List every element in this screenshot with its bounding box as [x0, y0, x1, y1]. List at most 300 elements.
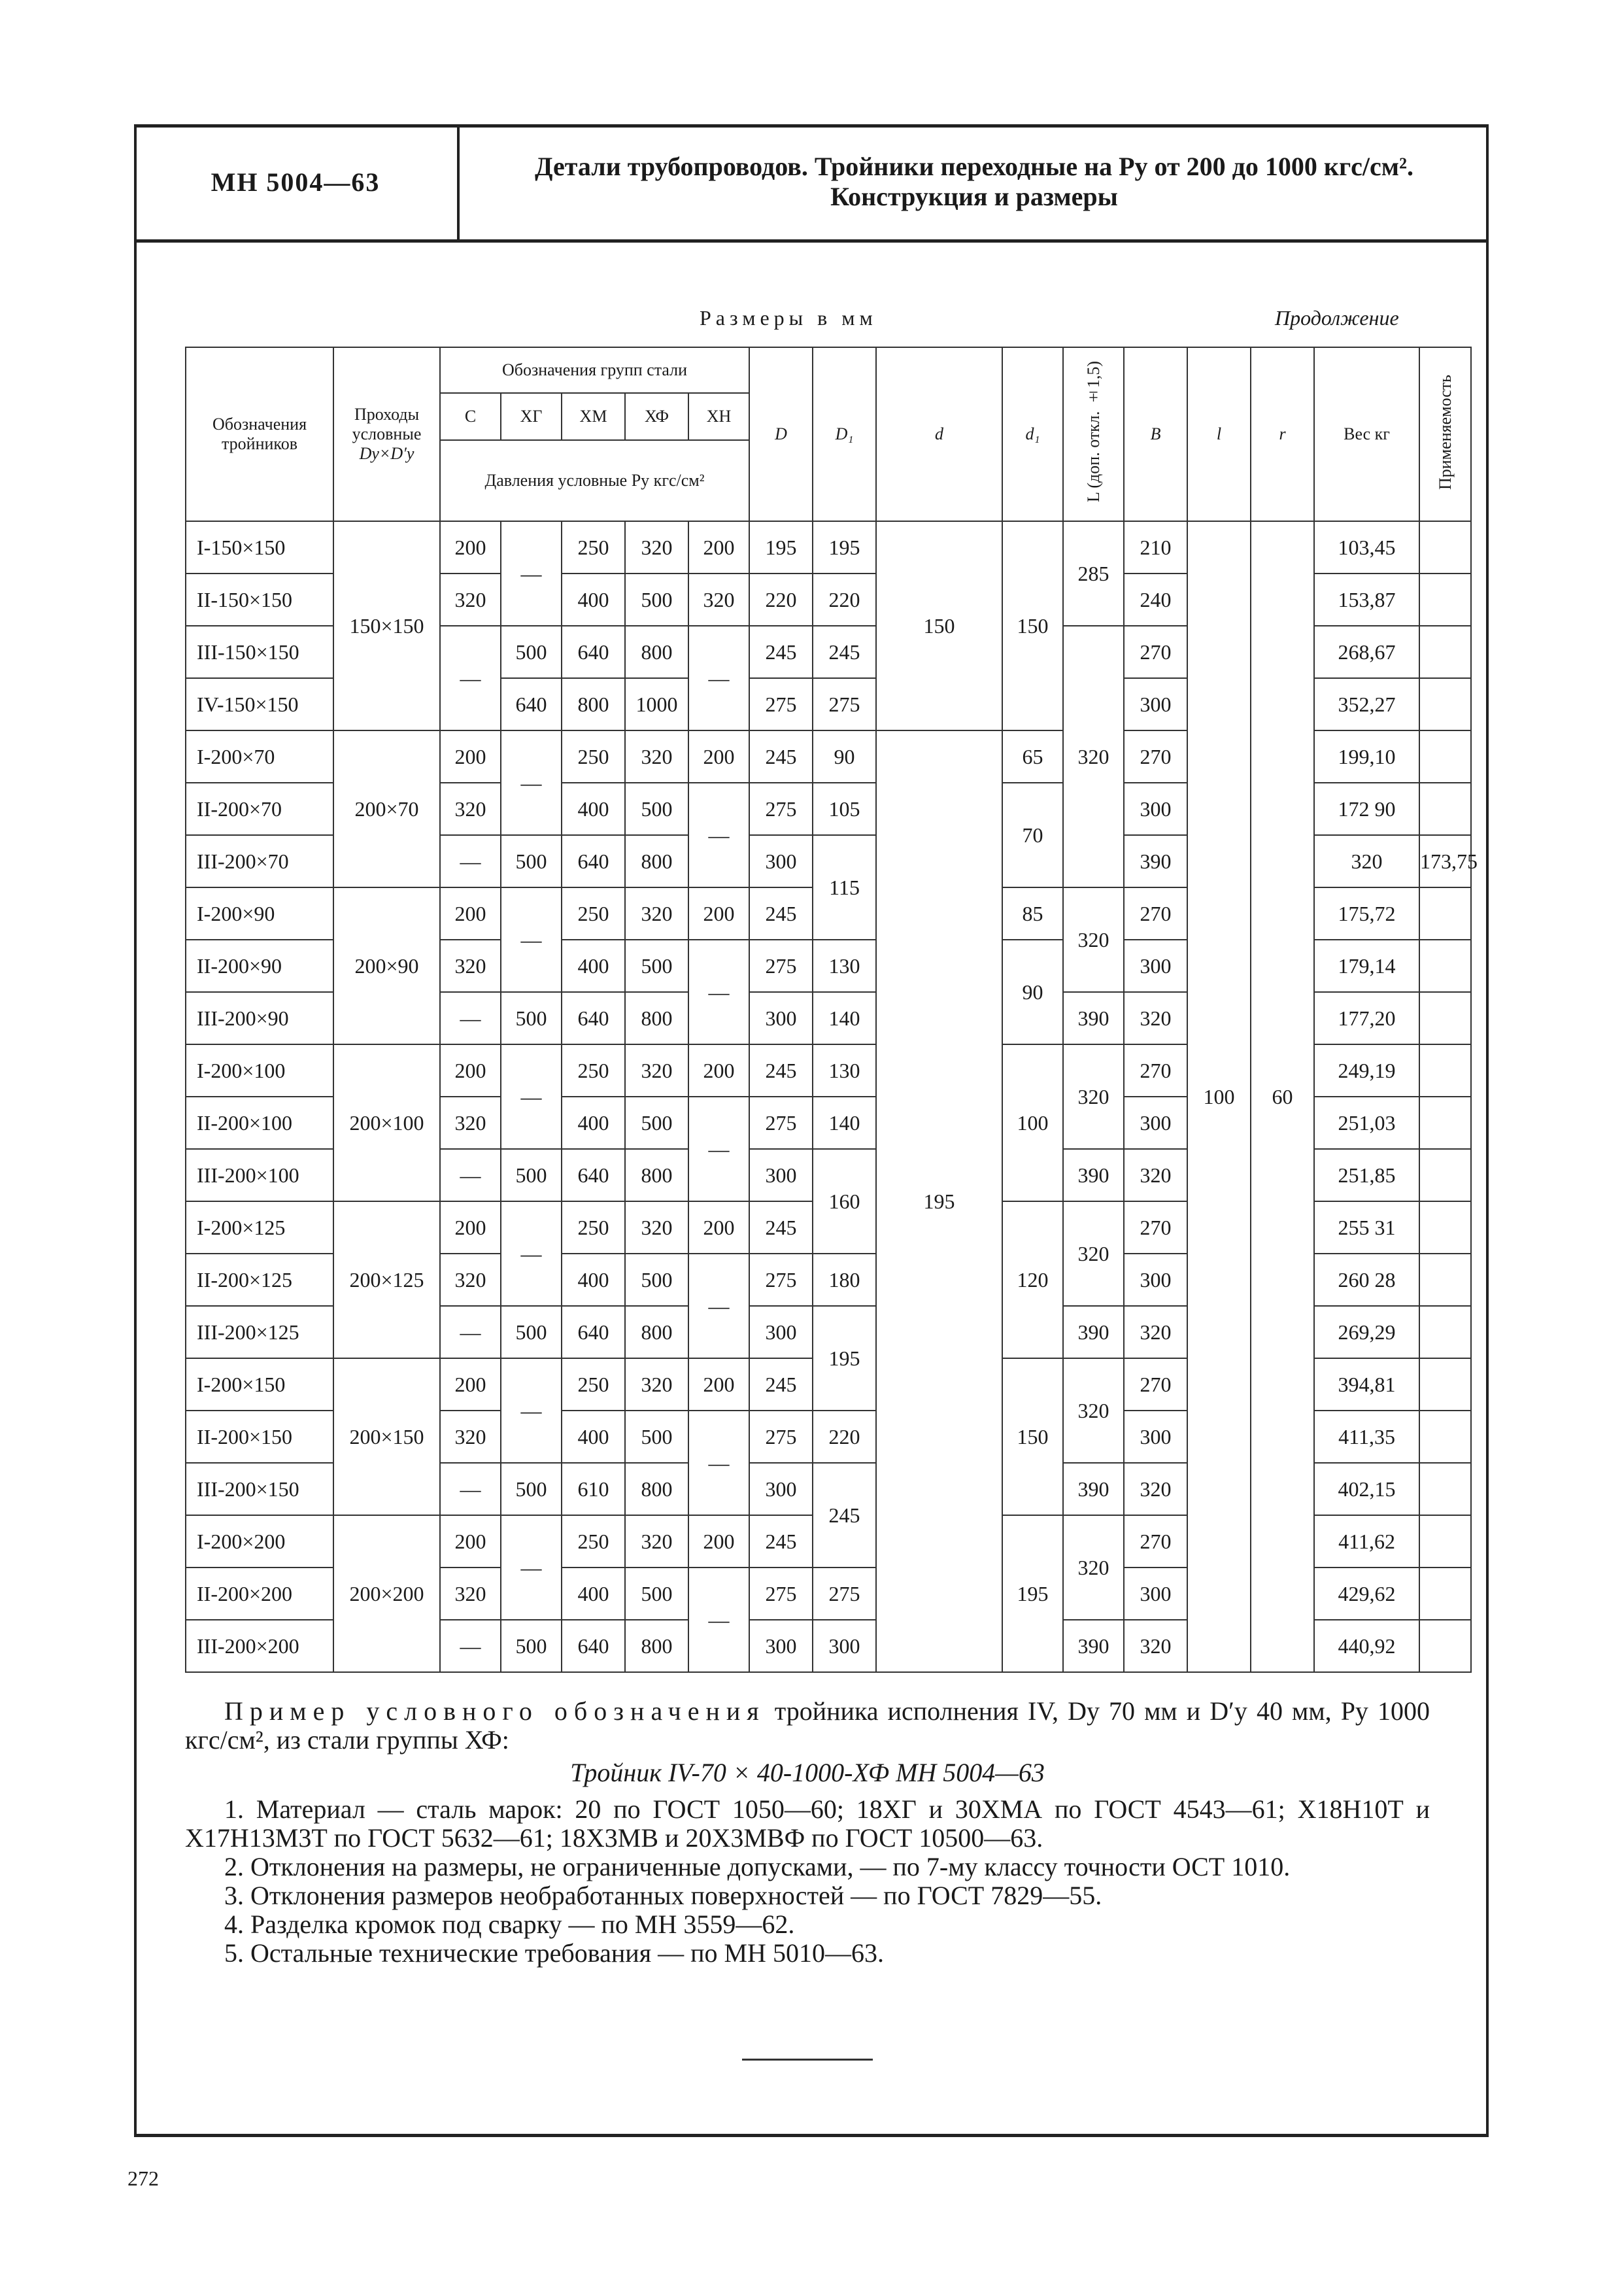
table-cell: 300 [1124, 940, 1187, 992]
table-cell: 200 [688, 1515, 749, 1568]
table-cell: 200 [688, 1044, 749, 1097]
table-cell [1419, 1097, 1471, 1149]
tee-designation: I-200×90 [186, 887, 333, 940]
table-cell: 320 [440, 1411, 501, 1463]
table-cell: 400 [562, 783, 625, 835]
table-cell: 320 [1063, 626, 1124, 887]
header-d1: d₁ [1002, 347, 1063, 521]
header-L-text: L (доп. откл. ±1,5) [1083, 361, 1103, 503]
table-cell: 500 [625, 574, 688, 626]
table-cell: 800 [625, 1149, 688, 1201]
example-intro [185, 1697, 1430, 1755]
table-cell: 275 [749, 678, 813, 730]
table-cell: 300 [1124, 1254, 1187, 1306]
table-cell: 390 [1063, 1149, 1124, 1201]
table-cell: 103,45 [1314, 521, 1419, 574]
table-cell: 240 [1124, 574, 1187, 626]
table-cell [1419, 1044, 1471, 1097]
standard-code: МН 5004—63 [134, 124, 460, 239]
table-cell: 400 [562, 1254, 625, 1306]
header-weight: Вес кг [1314, 347, 1419, 521]
header-r: r [1251, 347, 1314, 521]
table-cell: 275 [813, 678, 876, 730]
header-passages-label: Проходы условные [352, 405, 422, 443]
example-rest: тройника исполнения IV, Dу 70 мм и D′у 40 мм, Pу 1000 кгс/см², из стали группы ХФ: [185, 1696, 1430, 1755]
table-cell: 320 [440, 940, 501, 992]
table-cell: — [440, 1620, 501, 1672]
table-cell: 200 [440, 1358, 501, 1411]
tee-designation: III-200×200 [186, 1620, 333, 1672]
table-cell: 200 [440, 1044, 501, 1097]
table-cell: 250 [562, 730, 625, 783]
table-cell: 640 [562, 835, 625, 887]
continuation-caption: Продолжение [1275, 306, 1399, 330]
table-cell: 500 [501, 1620, 562, 1672]
table-cell: 500 [501, 992, 562, 1044]
table-cell: 285 [1063, 521, 1124, 626]
tee-designation: I-200×70 [186, 730, 333, 783]
note-item: 5. Остальные технические требования — по МН 5010—63. [224, 1938, 884, 1968]
table-cell: 268,67 [1314, 626, 1419, 678]
table-cell: 245 [813, 1463, 876, 1568]
table-cell: 200 [688, 1358, 749, 1411]
table-cell: — [440, 1463, 501, 1515]
tee-designation: III-150×150 [186, 626, 333, 678]
table-cell: 70 [1002, 783, 1063, 887]
table-cell: 640 [562, 626, 625, 678]
passage-cell: 200×90 [333, 887, 440, 1044]
table-cell: 320 [1314, 835, 1419, 887]
table-cell: 300 [749, 1149, 813, 1201]
table-cell: 270 [1124, 1044, 1187, 1097]
note-item: 2. Отклонения на размеры, не ограниченные допусками, — по 7-му классу точности ОСТ 1010. [224, 1852, 1291, 1881]
table-cell: — [440, 992, 501, 1044]
tee-designation: II-200×200 [186, 1568, 333, 1620]
table-cell: — [440, 1149, 501, 1201]
table-cell [1419, 1306, 1471, 1358]
title-line-2: Конструкция и размеры [830, 182, 1118, 211]
table-cell: 160 [813, 1149, 876, 1254]
end-divider [742, 2059, 873, 2061]
table-cell: 300 [1124, 1568, 1187, 1620]
notes-section [185, 1697, 1430, 1968]
table-cell: 199,10 [1314, 730, 1419, 783]
passage-cell: 150×150 [333, 521, 440, 730]
table-cell [1419, 1568, 1471, 1620]
table-cell: 400 [562, 940, 625, 992]
table-cell: 275 [749, 1568, 813, 1620]
table-cell [1419, 521, 1471, 574]
table-cell: — [440, 626, 501, 730]
table-cell: 320 [440, 1097, 501, 1149]
table-cell: — [501, 1044, 562, 1149]
table-cell: 320 [625, 1044, 688, 1097]
table-cell: 100 [1002, 1044, 1063, 1201]
table-cell: 275 [749, 1254, 813, 1306]
header-designation: Обозначения тройников [186, 347, 333, 521]
table-cell: 610 [562, 1463, 625, 1515]
table-cell: 500 [625, 783, 688, 835]
table-cell: 320 [1063, 1201, 1124, 1306]
table-cell: 275 [749, 1097, 813, 1149]
table-cell: 411,35 [1314, 1411, 1419, 1463]
table-cell: 300 [1124, 783, 1187, 835]
table-cell: 150 [1002, 521, 1063, 730]
table-cell: 245 [749, 1201, 813, 1254]
table-cell [1419, 1515, 1471, 1568]
table-cell: 300 [813, 1620, 876, 1672]
table-cell: 320 [440, 1568, 501, 1620]
table-cell: 251,03 [1314, 1097, 1419, 1149]
table-cell: 390 [1063, 1620, 1124, 1672]
tee-designation: I-200×125 [186, 1201, 333, 1254]
table-cell: 800 [562, 678, 625, 730]
table-cell: 320 [625, 1201, 688, 1254]
table-cell: 402,15 [1314, 1463, 1419, 1515]
table-cell: 250 [562, 1358, 625, 1411]
table-cell: 250 [562, 1044, 625, 1097]
tee-designation: III-200×70 [186, 835, 333, 887]
page-number: 272 [127, 2167, 159, 2190]
table-cell: 320 [1124, 1149, 1187, 1201]
note-item: 1. Материал — сталь марок: 20 по ГОСТ 1050—60; 18ХГ и 30ХМА по ГОСТ 4543—61; Х18Н10Т и Х17Н13М3Т по ГОСТ 5632—61; 18Х3МВ и 20Х3МВФ по ГОСТ 10500—63. [185, 1794, 1430, 1853]
table-cell: 320 [625, 521, 688, 574]
tee-designation: I-200×100 [186, 1044, 333, 1097]
table-cell: — [501, 1515, 562, 1620]
table-cell: 200 [688, 521, 749, 574]
example-designation: Тройник IV-70 × 40-1000-ХФ МН 5004—63 [570, 1758, 1045, 1787]
table-cell: 180 [813, 1254, 876, 1306]
passage-cell: 200×70 [333, 730, 440, 887]
note-item: 3. Отклонения размеров необработанных поверхностей — по ГОСТ 7829—55. [224, 1881, 1102, 1910]
table-cell: 270 [1124, 887, 1187, 940]
table-cell: 245 [749, 626, 813, 678]
table-cell: 250 [562, 1201, 625, 1254]
tee-designation: I-150×150 [186, 521, 333, 574]
table-cell: 800 [625, 835, 688, 887]
table-cell: 320 [1124, 1306, 1187, 1358]
header-D: D [749, 347, 813, 521]
table-cell: 270 [1124, 1515, 1187, 1568]
table-cell: 175,72 [1314, 887, 1419, 940]
table-cell: 173,75 [1419, 835, 1471, 887]
table-cell: 640 [562, 1620, 625, 1672]
table-cell: 245 [749, 730, 813, 783]
tee-designation: III-200×125 [186, 1306, 333, 1358]
table-cell: 200 [440, 730, 501, 783]
table-cell: 172 90 [1314, 783, 1419, 835]
header-D1: D₁ [813, 347, 876, 521]
header-passages-formula: Dу×D′у [359, 444, 414, 463]
table-cell: 320 [440, 1254, 501, 1306]
table-cell: 245 [749, 1044, 813, 1097]
table-cell [1419, 678, 1471, 730]
header-B: B [1124, 347, 1187, 521]
table-cell: 200 [440, 1515, 501, 1568]
document-header [134, 124, 1489, 239]
table-cell: 300 [1124, 1097, 1187, 1149]
table-cell: 429,62 [1314, 1568, 1419, 1620]
table-cell: — [688, 1568, 749, 1672]
title-line-1: Детали трубопроводов. Тройники переходные на Pу от 200 до 1000 кгс/см². [535, 152, 1413, 181]
tee-designation: III-200×150 [186, 1463, 333, 1515]
table-cell: 320 [1124, 1620, 1187, 1672]
table-cell: 640 [501, 678, 562, 730]
table-cell: 500 [501, 1149, 562, 1201]
table-cell: — [501, 887, 562, 992]
dimensions-table [185, 347, 1478, 1673]
note-item: 4. Разделка кромок под сварку — по МН 3559—62. [224, 1910, 795, 1939]
table-cell: 320 [1063, 1515, 1124, 1620]
table-cell: 411,62 [1314, 1515, 1419, 1568]
table-cell: 245 [749, 887, 813, 940]
table-cell: — [440, 835, 501, 887]
table-cell [1419, 1463, 1471, 1515]
table-cell: 320 [625, 1358, 688, 1411]
table-cell: 270 [1124, 1201, 1187, 1254]
table-cell: 300 [749, 835, 813, 887]
document-title [460, 124, 1489, 239]
table-cell: 275 [749, 783, 813, 835]
tee-designation: II-200×70 [186, 783, 333, 835]
table-cell: 320 [1124, 992, 1187, 1044]
table-cell: 255 31 [1314, 1201, 1419, 1254]
table-cell: 500 [625, 1411, 688, 1463]
table-cell: 320 [625, 1515, 688, 1568]
table-cell: 150 [1002, 1358, 1063, 1515]
table-cell [1419, 1358, 1471, 1411]
table-cell: 250 [562, 1515, 625, 1568]
table-cell: 640 [562, 1306, 625, 1358]
passage-cell: 200×150 [333, 1358, 440, 1515]
table-cell: — [501, 521, 562, 626]
table-cell: 390 [1124, 835, 1187, 887]
tee-designation: IV-150×150 [186, 678, 333, 730]
table-cell: 260 28 [1314, 1254, 1419, 1306]
table-cell: 179,14 [1314, 940, 1419, 992]
tee-designation: I-200×150 [186, 1358, 333, 1411]
table-cell: 390 [1063, 1306, 1124, 1358]
d-value: 195 [876, 730, 1002, 1672]
table-cell: — [501, 1358, 562, 1463]
header-divider [134, 239, 1489, 243]
table-cell: 269,29 [1314, 1306, 1419, 1358]
passage-cell: 200×125 [333, 1201, 440, 1358]
table-cell: 800 [625, 1620, 688, 1672]
table-cell: 300 [749, 1620, 813, 1672]
tee-designation: I-200×200 [186, 1515, 333, 1568]
table-cell: 320 [440, 574, 501, 626]
table-cell [1419, 730, 1471, 783]
tee-designation: II-200×125 [186, 1254, 333, 1306]
table-cell: 195 [813, 521, 876, 574]
header-applicability-text: Применяемость [1435, 374, 1455, 490]
header-group-s: С [440, 393, 501, 440]
table-cell: 115 [813, 835, 876, 940]
table-row [186, 521, 1471, 574]
table-cell: 390 [1063, 992, 1124, 1044]
table-cell: 800 [625, 626, 688, 678]
table-cell: 210 [1124, 521, 1187, 574]
table-cell: 270 [1124, 730, 1187, 783]
table-cell: 500 [625, 940, 688, 992]
table-cell [1419, 1411, 1471, 1463]
table-cell: 130 [813, 940, 876, 992]
table-cell: 200 [440, 521, 501, 574]
table-cell: 400 [562, 574, 625, 626]
table-cell [1419, 1201, 1471, 1254]
header-l: l [1187, 347, 1251, 521]
units-caption: Размеры в мм [700, 306, 877, 330]
table-cell: 195 [749, 521, 813, 574]
table-cell: 200 [688, 1201, 749, 1254]
header-steel-groups: Обозначения групп стали [440, 347, 749, 393]
table-cell: — [688, 783, 749, 887]
table-cell [1419, 940, 1471, 992]
table-cell: 320 [1063, 1358, 1124, 1463]
table-cell: 500 [501, 1463, 562, 1515]
table-cell [1419, 992, 1471, 1044]
header-passages [333, 347, 440, 521]
tee-designation: II-150×150 [186, 574, 333, 626]
table-cell: 195 [813, 1306, 876, 1411]
l-value: 100 [1187, 521, 1251, 1672]
table-cell: 500 [625, 1568, 688, 1620]
table-cell: — [688, 940, 749, 1044]
table-cell: 320 [1124, 1463, 1187, 1515]
tee-designation: II-200×90 [186, 940, 333, 992]
table-cell: 320 [625, 730, 688, 783]
table-cell: 500 [625, 1254, 688, 1306]
header-applicability [1419, 347, 1471, 521]
table-cell [1419, 1620, 1471, 1672]
table-cell: — [440, 1306, 501, 1358]
table-cell: 90 [813, 730, 876, 783]
header-d: d [876, 347, 1002, 521]
table-cell: 249,19 [1314, 1044, 1419, 1097]
passage-cell: 200×200 [333, 1515, 440, 1672]
table-cell: 200 [440, 887, 501, 940]
table-cell: 640 [562, 1149, 625, 1201]
table-cell: 195 [1002, 1515, 1063, 1672]
table-cell: 150 [876, 521, 1002, 730]
table-cell: 65 [1002, 730, 1063, 783]
table-cell: 140 [813, 1097, 876, 1149]
table-cell [1419, 783, 1471, 835]
table-cell: 400 [562, 1568, 625, 1620]
table-cell: 400 [562, 1097, 625, 1149]
table-cell: 120 [1002, 1201, 1063, 1358]
table-cell: 640 [562, 992, 625, 1044]
table-cell: — [688, 1411, 749, 1515]
table-cell [1419, 1149, 1471, 1201]
tee-designation: III-200×100 [186, 1149, 333, 1201]
table-cell: 400 [562, 1411, 625, 1463]
table-cell: 270 [1124, 1358, 1187, 1411]
table-cell [1419, 1254, 1471, 1306]
table-cell: 800 [625, 1306, 688, 1358]
table-cell: 200 [688, 730, 749, 783]
table-cell: 220 [749, 574, 813, 626]
table-cell: 177,20 [1314, 992, 1419, 1044]
table-cell: 90 [1002, 940, 1063, 1044]
table-cell: 300 [749, 1463, 813, 1515]
table-cell: 500 [501, 1306, 562, 1358]
example-lead: Пример условного обозначения [224, 1696, 766, 1726]
table-cell: 440,92 [1314, 1620, 1419, 1672]
table-cell: — [688, 1097, 749, 1201]
table-cell: 1000 [625, 678, 688, 730]
table-cell: — [688, 1254, 749, 1358]
table-cell: 130 [813, 1044, 876, 1097]
table-cell: 200 [688, 887, 749, 940]
tee-designation: II-200×100 [186, 1097, 333, 1149]
table-cell [1419, 574, 1471, 626]
table-cell: 250 [562, 521, 625, 574]
table-cell: 352,27 [1314, 678, 1419, 730]
table-cell: 220 [813, 574, 876, 626]
table-cell: — [501, 1201, 562, 1306]
table-cell: 200 [440, 1201, 501, 1254]
header-group-hn: ХН [688, 393, 749, 440]
header-group-hm: ХМ [562, 393, 625, 440]
table-cell: 270 [1124, 626, 1187, 678]
table-cell: 390 [1063, 1463, 1124, 1515]
table-cell: 500 [625, 1097, 688, 1149]
tee-designation: III-200×90 [186, 992, 333, 1044]
tee-designation: II-200×150 [186, 1411, 333, 1463]
r-value: 60 [1251, 521, 1314, 1672]
table-cell: 275 [749, 1411, 813, 1463]
table-cell: 320 [1063, 1044, 1124, 1149]
table-cell: 220 [813, 1411, 876, 1463]
table-cell: 320 [688, 574, 749, 626]
table-cell: 140 [813, 992, 876, 1044]
table-cell: 85 [1002, 887, 1063, 940]
header-group-hf: ХФ [625, 393, 688, 440]
table-cell: 275 [749, 940, 813, 992]
table-cell: 800 [625, 1463, 688, 1515]
table-cell: 245 [813, 626, 876, 678]
table-cell: — [501, 730, 562, 835]
table-cell [1419, 887, 1471, 940]
header-L [1063, 347, 1124, 521]
table-cell: 500 [501, 626, 562, 678]
table-cell: 251,85 [1314, 1149, 1419, 1201]
passage-cell: 200×100 [333, 1044, 440, 1201]
table-cell: 153,87 [1314, 574, 1419, 626]
table-cell: 300 [1124, 678, 1187, 730]
table-cell: 300 [749, 992, 813, 1044]
table-cell: 320 [1063, 887, 1124, 992]
table-cell: 275 [813, 1568, 876, 1620]
header-pressure: Давления условные Pу кгс/см² [440, 440, 749, 521]
table-cell: 800 [625, 992, 688, 1044]
header-group-hg: ХГ [501, 393, 562, 440]
table-cell: 250 [562, 887, 625, 940]
table-cell: 394,81 [1314, 1358, 1419, 1411]
table-cell: 300 [1124, 1411, 1187, 1463]
table-cell: 300 [749, 1306, 813, 1358]
table-cell [1419, 626, 1471, 678]
table-cell: 245 [749, 1515, 813, 1568]
table-cell: 500 [501, 835, 562, 887]
table-cell: — [688, 626, 749, 730]
table-cell: 320 [440, 783, 501, 835]
table-cell: 320 [625, 887, 688, 940]
table-cell: 245 [749, 1358, 813, 1411]
table-cell: 105 [813, 783, 876, 835]
